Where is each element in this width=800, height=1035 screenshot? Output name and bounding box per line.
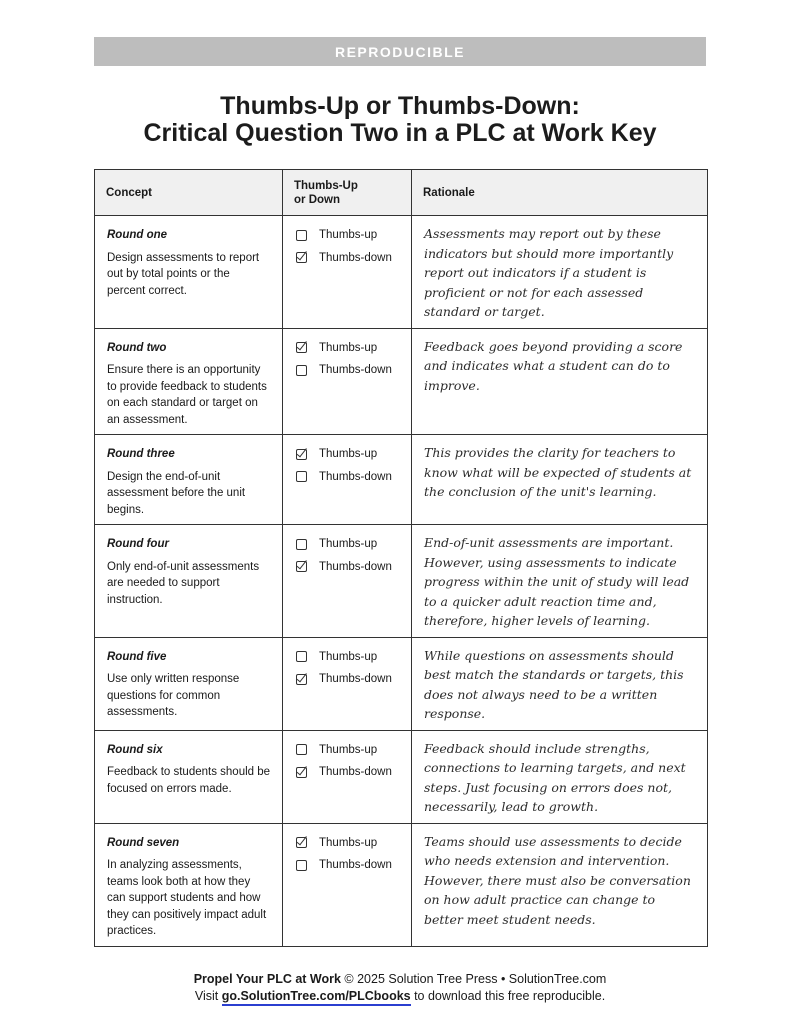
concept-text: Use only written response questions for common assessments. — [107, 673, 240, 718]
rationale-cell: Feedback should include strengths, connections to learning targets, and next steps. Just focusing on errors does not, necessarily, lead to growth. — [412, 730, 708, 823]
concept-cell — [95, 637, 283, 730]
thumbs-down-label: Thumbs-down — [319, 364, 392, 376]
thumbs-up-option[interactable] — [296, 742, 403, 758]
footer-visit: Visit — [194, 989, 222, 1003]
round-label: Round two — [107, 341, 167, 354]
concept-text: In analyzing assessments, teams look both at how they can support students and how they can positively impact adult practices. — [107, 859, 267, 937]
round-label: Round three — [107, 448, 175, 460]
table-row — [95, 525, 708, 638]
thumbs-down-label: Thumbs-down — [319, 470, 392, 483]
table-row — [95, 328, 708, 435]
thumbs-up-option[interactable] — [296, 340, 403, 356]
concept-text: Ensure there is an opportunity to provide feedback to students on each standard or target on an assessment. — [107, 364, 267, 426]
concept-cell — [95, 216, 283, 329]
choice-cell — [283, 328, 412, 435]
thumbs-up-checkbox[interactable] — [296, 449, 307, 460]
answer-key-table — [94, 169, 708, 947]
thumbs-down-option[interactable] — [296, 362, 403, 378]
thumbs-up-option[interactable] — [296, 446, 403, 462]
concept-cell — [95, 823, 283, 946]
thumbs-up-label: Thumbs-up — [319, 448, 378, 460]
footer-after-link: to download this free reproducible. — [410, 989, 606, 1003]
round-label: Round four — [107, 538, 169, 550]
footer-book-title: Propel Your PLC at Work — [193, 972, 341, 986]
table-row — [95, 823, 708, 946]
choice-cell — [283, 525, 412, 638]
rationale-cell: Teams should use assessments to decide who needs extension and intervention. However, there must also be conversation on how adult practice can change to better meet student needs. — [412, 823, 708, 946]
rationale-cell: Feedback goes beyond providing a score and indicates what a student can do to improve. — [412, 328, 708, 435]
thumbs-down-option[interactable] — [296, 559, 403, 575]
title-line-2: Critical Question Two in a PLC at Work Key — [143, 119, 657, 147]
round-label: Round six — [107, 743, 163, 756]
thumbs-up-option[interactable] — [296, 227, 403, 243]
round-label: Round seven — [107, 836, 180, 849]
thumbs-down-label: Thumbs-down — [319, 859, 392, 871]
thumbs-up-label: Thumbs-up — [319, 341, 378, 354]
choice-cell — [283, 435, 412, 525]
thumbs-down-checkbox[interactable] — [296, 767, 307, 778]
thumbs-down-option[interactable] — [296, 469, 403, 485]
round-label: Round one — [107, 229, 168, 241]
thumbs-down-label: Thumbs-down — [319, 766, 392, 778]
thumbs-up-label: Thumbs-up — [319, 229, 378, 241]
thumbs-down-checkbox[interactable] — [296, 365, 307, 376]
table-row — [95, 730, 708, 823]
thumbs-down-option[interactable] — [296, 857, 403, 873]
thumbs-down-checkbox[interactable] — [296, 674, 307, 685]
thumbs-up-checkbox[interactable] — [296, 342, 307, 353]
table-row — [95, 637, 708, 730]
concept-cell — [95, 328, 283, 435]
thumbs-down-checkbox[interactable] — [296, 561, 307, 572]
header-rationale: Rationale — [412, 170, 708, 216]
rationale-cell: End-of-unit assessments are important. However, using assessments to indicate progress within the unit of study will lead to a quicker adult reaction time and, therefore, higher levels of learning. — [412, 525, 708, 638]
thumbs-down-checkbox[interactable] — [296, 252, 307, 263]
concept-text: Only end-of-unit assessments are needed to support instruction. — [107, 560, 260, 606]
thumbs-up-label: Thumbs-up — [319, 836, 378, 849]
table-header-row — [95, 170, 708, 216]
header-choice-line1: Thumbs-Up — [294, 179, 358, 192]
title-line-1: Thumbs-Up or Thumbs-Down: — [220, 92, 580, 120]
rationale-cell: While questions on assessments should best match the standards or targets, this does not always need to be a written response. — [412, 637, 708, 730]
thumbs-up-checkbox[interactable] — [296, 651, 307, 662]
thumbs-up-label: Thumbs-up — [319, 538, 378, 550]
footer-copyright: © 2025 Solution Tree Press • SolutionTree.com — [340, 972, 607, 986]
thumbs-down-option[interactable] — [296, 671, 403, 687]
thumbs-up-label: Thumbs-up — [319, 743, 378, 756]
concept-text: Design the end-of-unit assessment before the unit begins. — [107, 470, 246, 516]
concept-cell — [95, 730, 283, 823]
table-row — [95, 216, 708, 329]
reproducible-banner: REPRODUCIBLE — [94, 37, 706, 66]
thumbs-up-option[interactable] — [296, 536, 403, 552]
page-footer — [0, 971, 800, 1005]
thumbs-down-label: Thumbs-down — [319, 560, 392, 573]
choice-cell — [283, 823, 412, 946]
round-label: Round five — [107, 650, 167, 663]
footer-line-2 — [0, 988, 800, 1005]
thumbs-down-option[interactable] — [296, 250, 403, 266]
thumbs-up-option[interactable] — [296, 835, 403, 851]
header-choice-line2: or Down — [294, 193, 340, 206]
concept-text: Feedback to students should be focused on errors made. — [107, 766, 271, 795]
footer-line-1 — [0, 971, 800, 988]
thumbs-down-checkbox[interactable] — [296, 860, 307, 871]
thumbs-down-option[interactable] — [296, 764, 403, 780]
thumbs-up-label: Thumbs-up — [319, 650, 378, 663]
page-title — [60, 93, 740, 147]
concept-cell — [95, 435, 283, 525]
header-concept: Concept — [95, 170, 283, 216]
choice-cell — [283, 637, 412, 730]
rationale-cell: Assessments may report out by these indicators but should more importantly report out indicators if a student is proficient or not for each assessed standard or target. — [412, 216, 708, 329]
choice-cell — [283, 730, 412, 823]
concept-cell — [95, 525, 283, 638]
thumbs-up-option[interactable] — [296, 649, 403, 665]
header-choice — [283, 170, 412, 216]
rationale-cell: This provides the clarity for teachers to know what will be expected of students at the conclusion of the unit's learning. — [412, 435, 708, 525]
thumbs-down-label: Thumbs-down — [319, 673, 392, 685]
table-row — [95, 435, 708, 525]
concept-text: Design assessments to report out by total points or the percent correct. — [107, 251, 260, 297]
choice-cell — [283, 216, 412, 329]
thumbs-up-checkbox[interactable] — [296, 539, 307, 550]
thumbs-up-checkbox[interactable] — [296, 744, 307, 755]
thumbs-down-checkbox[interactable] — [296, 471, 307, 482]
thumbs-up-checkbox[interactable] — [296, 837, 307, 848]
thumbs-down-label: Thumbs-down — [319, 251, 392, 264]
download-link[interactable]: go.SolutionTree.com/PLCbooks — [222, 989, 411, 1006]
thumbs-up-checkbox[interactable] — [296, 230, 307, 241]
